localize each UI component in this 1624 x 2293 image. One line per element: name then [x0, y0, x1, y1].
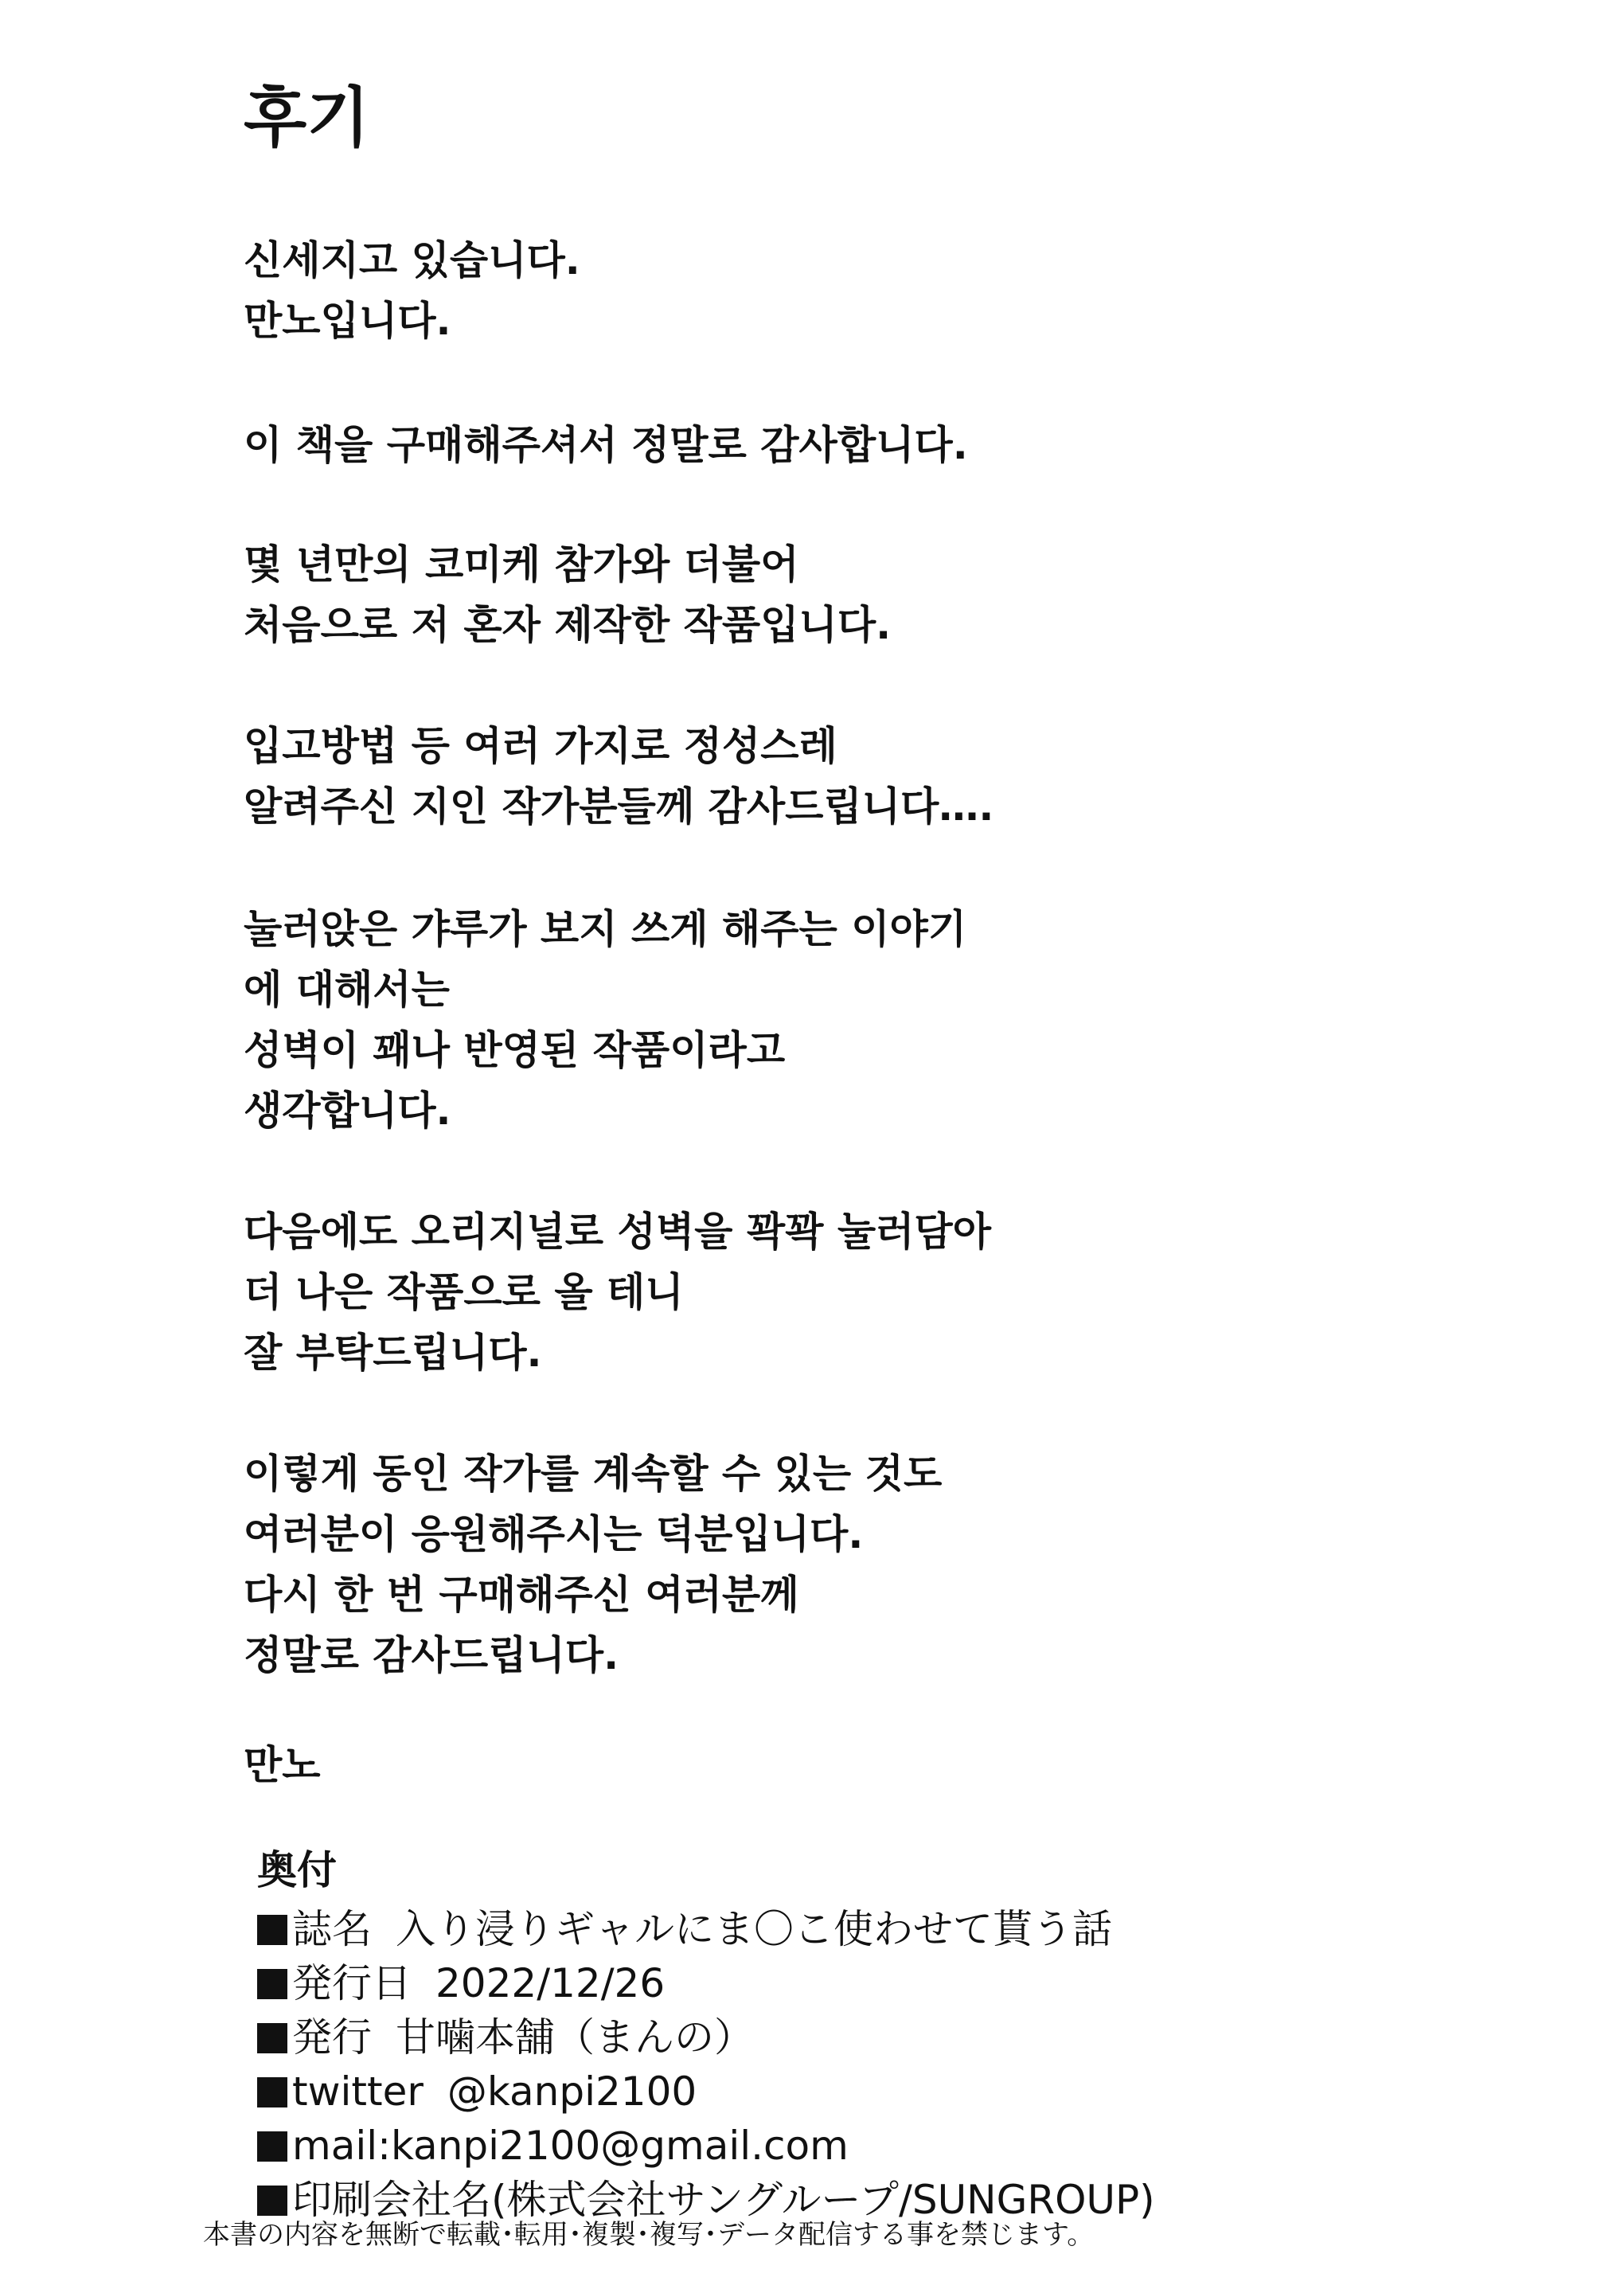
colophon-row-twitter — [257, 2068, 697, 2115]
afterword-line: 다시 한 번 구매해주신 여러분께 — [244, 1572, 799, 1618]
afterword-line: 신세지고 있습니다. — [244, 237, 580, 283]
colophon-value: 2022/12/26 — [435, 1960, 666, 2006]
black-square-icon — [257, 2186, 287, 2216]
afterword-line: 입고방법 등 여러 가지로 정성스레 — [244, 723, 837, 769]
colophon-row-publisher — [257, 2014, 754, 2061]
afterword-line: 성벽이 꽤나 반영된 작품이라고 — [244, 1027, 786, 1073]
afterword-line: 눌러앉은 갸루가 보지 쓰게 해주는 이야기 — [244, 906, 967, 952]
afterword-line: 이 책을 구매해주셔서 정말로 감사합니다. — [244, 422, 968, 468]
afterword-line: 정말로 감사드립니다. — [244, 1632, 619, 1678]
colophon-key: 発行日 — [292, 1960, 412, 2006]
colophon-row-date — [257, 1960, 666, 2006]
black-square-icon — [257, 2023, 287, 2053]
legal-notice: 本書の内容を無断で転載･転用･複製･複写･データ配信する事を禁じます。 — [203, 2219, 1095, 2251]
afterword-line: 에 대해서는 — [244, 967, 450, 1013]
colophon-key: 印刷会社名 — [292, 2177, 491, 2223]
colophon-heading: 奥付 — [257, 1847, 337, 1893]
page-title: 후기 — [244, 80, 370, 156]
afterword-line: 생각합니다. — [244, 1088, 451, 1134]
colophon — [257, 1847, 1155, 2223]
black-square-icon — [257, 2077, 287, 2107]
afterword-line: 처음으로 저 혼자 제작한 작품입니다. — [244, 602, 892, 648]
black-square-icon — [257, 1969, 287, 1999]
afterword-line: 알려주신 지인 작가분들께 감사드립니다…. — [244, 783, 994, 830]
black-square-icon — [257, 1915, 287, 1945]
afterword-line: 이렇게 동인 작가를 계속할 수 있는 것도 — [244, 1451, 943, 1497]
colophon-key: mail: — [292, 2123, 391, 2169]
colophon-value: kanpi2100@gmail.com — [390, 2123, 849, 2169]
black-square-icon — [257, 2131, 287, 2162]
colophon-row-mail — [257, 2123, 849, 2169]
afterword-line: 만노입니다. — [244, 298, 451, 344]
colophon-row-title — [257, 1906, 1112, 1952]
afterword-line: 여러분이 응원해주시는 덕분입니다. — [244, 1511, 864, 1557]
colophon-key: 誌名 — [292, 1906, 372, 1952]
colophon-key: 発行 — [292, 2014, 372, 2061]
colophon-row-printer — [257, 2177, 1155, 2223]
author-signature: 만노 — [244, 1742, 321, 1788]
afterword-line: 다음에도 오리지널로 성벽을 꽉꽉 눌러담아 — [244, 1209, 992, 1255]
afterword-line: 잘 부탁드립니다. — [244, 1330, 542, 1376]
colophon-value: 入り浸りギャルにま〇こ使わせて貰う話 — [396, 1906, 1112, 1952]
afterword-line: 더 나은 작품으로 올 테니 — [244, 1269, 684, 1315]
afterword-line: 몇 년만의 코미케 참가와 더불어 — [244, 541, 799, 588]
colophon-value: 甘噛本舗（まんの） — [396, 2014, 754, 2061]
colophon-value: @kanpi2100 — [447, 2068, 697, 2115]
colophon-key: twitter — [292, 2068, 424, 2115]
colophon-value: (株式会社サングループ/SUNGROUP) — [491, 2177, 1155, 2223]
